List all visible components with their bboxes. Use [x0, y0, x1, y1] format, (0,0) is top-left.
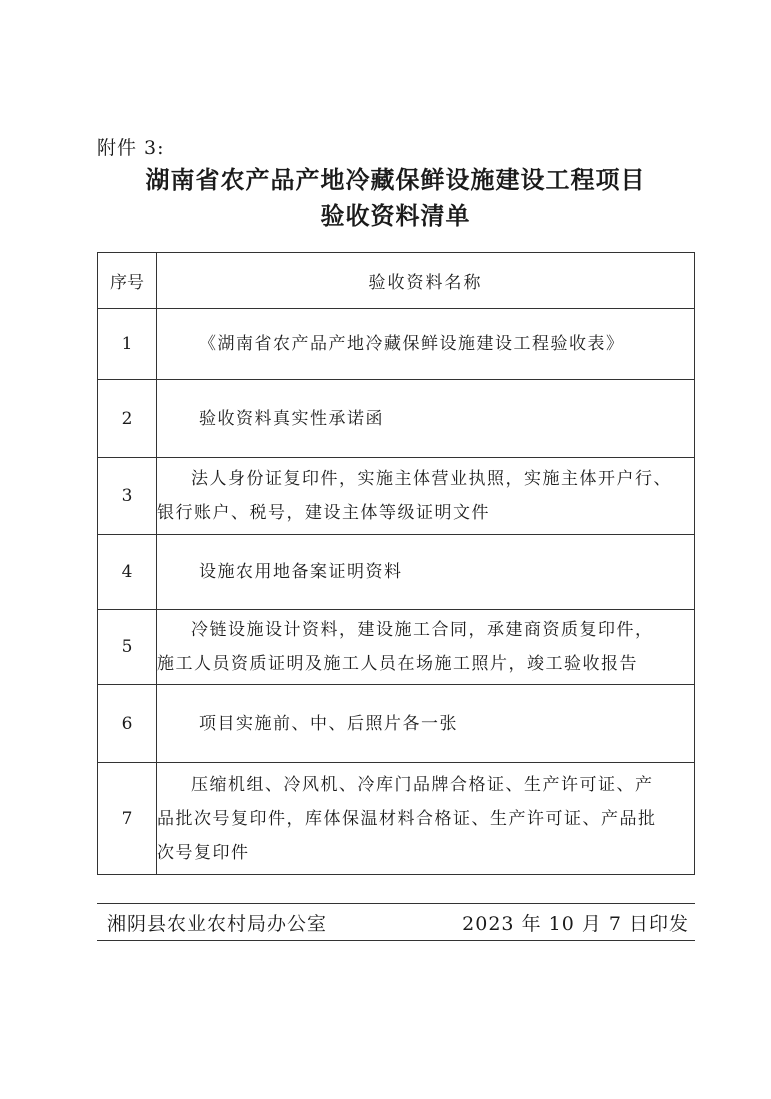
row-text-line: 品批次号复印件，库体保温材料合格证、生产许可证、产品批	[157, 808, 657, 829]
row-text: 验收资料真实性承诺函	[157, 380, 695, 458]
row-text: 《湖南省农产品产地冷藏保鲜设施建设工程验收表》	[157, 309, 695, 380]
row-text	[157, 763, 695, 875]
row-text-line: 银行账户、税号，建设主体等级证明文件	[157, 503, 490, 523]
issue-date: 2023 年 10 月 7 日印发	[462, 913, 689, 935]
row-text-line: 次号复印件	[157, 842, 250, 863]
attachment-label: 附件 3:	[97, 137, 165, 159]
row-text	[157, 458, 695, 535]
row-text-line: 施工人员资质证明及施工人员在场施工照片，竣工验收报告	[157, 654, 638, 674]
table-row	[98, 610, 695, 685]
row-number: 2	[98, 380, 157, 458]
row-text-line: 冷链设施设计资料，建设施工合同，承建商资质复印件，	[191, 620, 654, 640]
table-row	[98, 309, 695, 380]
issuance-footer	[97, 903, 695, 941]
issuer-name: 湘阴县农业农村局办公室	[107, 913, 328, 935]
row-number: 5	[98, 610, 157, 685]
header-name: 验收资料名称	[157, 253, 695, 309]
document-title-line1: 湖南省农产品产地冷藏保鲜设施建设工程项目	[145, 165, 646, 194]
row-number: 4	[98, 535, 157, 610]
table-row	[98, 535, 695, 610]
row-text	[157, 610, 695, 685]
document-title-line2: 验收资料清单	[320, 201, 471, 230]
table-row	[98, 685, 695, 763]
table-row	[98, 763, 695, 875]
row-text: 设施农用地备案证明资料	[157, 535, 695, 610]
acceptance-materials-table	[97, 252, 695, 875]
row-number: 7	[98, 763, 157, 875]
table-row	[98, 458, 695, 535]
row-number: 6	[98, 685, 157, 763]
table-row	[98, 380, 695, 458]
row-text: 项目实施前、中、后照片各一张	[157, 685, 695, 763]
table-header-row	[98, 253, 695, 309]
header-no: 序号	[98, 253, 157, 309]
row-number: 1	[98, 309, 157, 380]
row-number: 3	[98, 458, 157, 535]
row-text-line: 法人身份证复印件，实施主体营业执照，实施主体开户行、	[191, 469, 672, 489]
row-text-line: 压缩机组、冷风机、冷库门品牌合格证、生产许可证、产	[191, 774, 654, 795]
